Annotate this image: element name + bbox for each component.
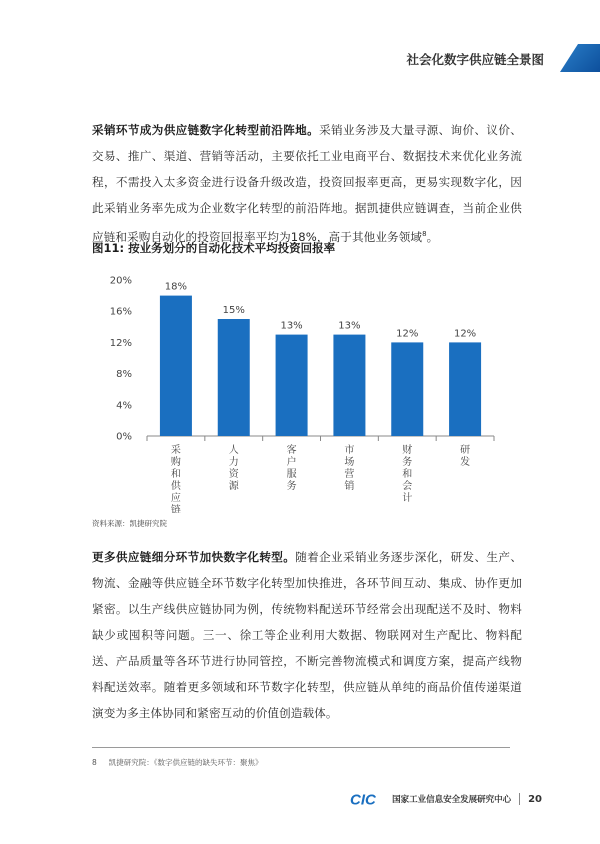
paragraph-lead: 更多供应链细分环节加快数字化转型。 [92,550,296,564]
paragraph-lead: 采销环节成为供应链数字化转型前沿阵地。 [92,123,320,137]
footer-separator [519,793,520,805]
bar[interactable] [333,335,365,436]
category-label: 市场营销 [344,445,355,492]
header-accent-band [560,44,600,72]
paragraph-segments [92,544,522,726]
paragraph-body: 采销业务涉及大量寻源、询价、议价、交易、推广、渠道、营销等活动，主要依托工业电商平台、数据技术来优化业务流程，不需投入太多资金进行设备升级改造，投资回报率更高，更易实现数字化，因此采销业务率先成为企业数字化转型的前沿阵地。据凯捷供应链调查，当前企业供应链和采购自动化的投资回报率平均为18%，高于其他业务领域 [92,123,522,244]
paragraph-tail: 。 [426,230,439,244]
footnote-text: 凯捷研究院：《数字供应链的缺失环节：聚焦》 [108,758,263,767]
figure-source: 资料来源：凯捷研究院 [92,519,167,528]
logo-text: CIC [350,792,376,806]
category-label: 客户服务 [286,445,297,492]
category-label: 研发 [460,445,471,468]
data-label: 12% [396,328,419,340]
paragraph-procurement [92,117,522,250]
y-tick-label: 12% [109,337,132,349]
footnote-divider [92,747,510,748]
footnote-ref[interactable]: 8 [422,230,427,238]
bar[interactable] [449,342,481,436]
footnote [92,757,263,768]
category-label: 采购和供应链 [170,445,181,513]
data-label: 15% [222,305,245,316]
bar[interactable] [276,335,308,436]
page-footer [350,792,542,806]
bar-chart [92,268,512,513]
y-tick-label: 20% [109,275,132,287]
data-label: 13% [280,320,303,332]
bar[interactable] [218,319,250,436]
category-label: 财务和会计 [402,445,413,504]
bar[interactable] [160,296,192,436]
footer-org: 国家工业信息安全发展研究中心 [392,795,512,805]
paragraph-body: 随着企业采销业务逐步深化，研发、生产、物流、金融等供应链全环节数字化转型加快推进，各环节间互动、集成、协作更加紧密。以生产线供应链协同为例，传统物料配送环节经常会出现配送不及时、物料缺少或囤积等问题。三一、徐工等企业利用大数据、物联网对生产配比、物料配送、产品质量等各环节进行协同管控，不断完善物流模式和调度方案，提高产线物料配送效率。随着更多领域和环节数字化转型，供应链从单纯的商品价值传递渠道演变为多主体协同和紧密互动的价值创造载体。 [92,550,523,720]
y-tick-label: 16% [109,306,132,318]
bar[interactable] [391,342,423,436]
data-label: 12% [453,328,477,340]
cic-logo-icon [350,792,386,806]
header-title: 社会化数字供应链全景图 [406,52,544,67]
data-label: 18% [164,281,188,293]
y-tick-label: 0% [116,431,132,443]
category-label: 人力资源 [228,445,239,492]
y-tick-label: 8% [116,369,132,381]
y-tick-label: 4% [116,400,132,412]
page-number: 20 [528,793,542,805]
data-label: 13% [338,320,361,332]
figure-title: 图11: 按业务划分的自动化技术平均投资回报率 [92,241,336,255]
footnote-mark: 8 [92,758,97,767]
